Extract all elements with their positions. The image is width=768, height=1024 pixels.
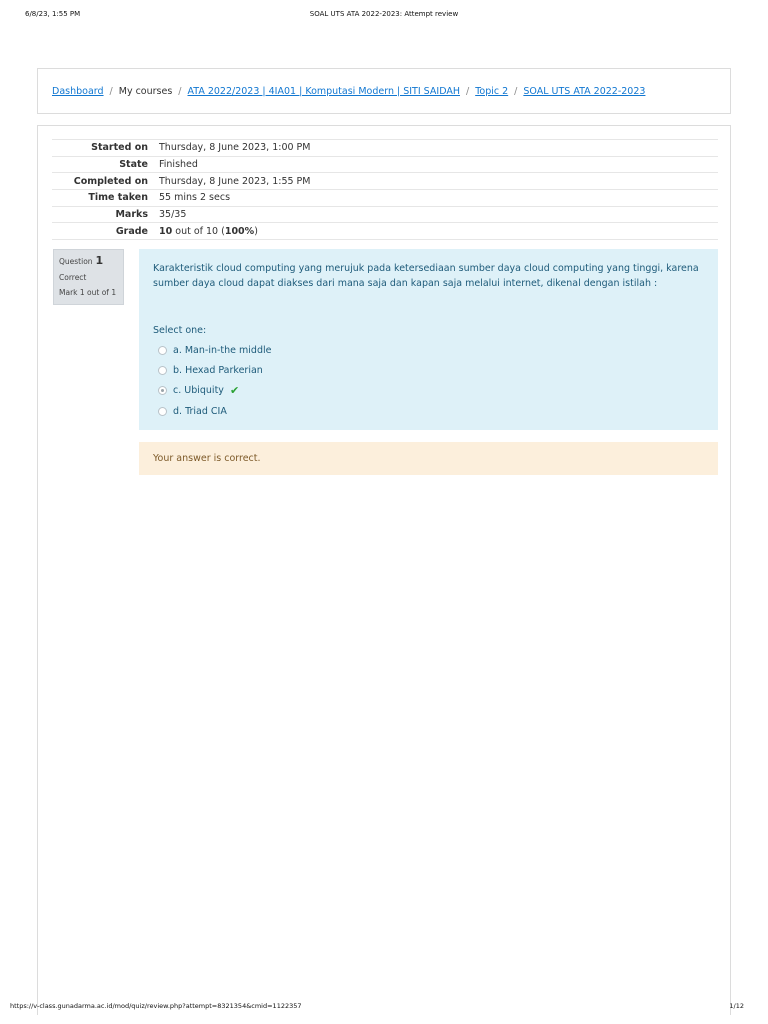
print-url: https://v-class.gunadarma.ac.id/mod/quiz/review.php?attempt=8321354&cmid=1122357 [10,1002,302,1010]
summary-value: Finished [159,159,198,171]
grade-close: ) [254,225,258,237]
answer-option-c[interactable] [153,381,704,401]
summary-label: Marks [115,209,148,221]
breadcrumb-separator: / [514,85,518,97]
summary-row-time-taken [52,190,718,207]
grade-percent: 100% [224,225,255,237]
radio-button[interactable] [158,407,167,416]
summary-value: 55 mins 2 secs [159,192,231,204]
breadcrumb-dashboard-link[interactable]: Dashboard [52,85,104,97]
answer-option-a[interactable] [153,340,704,360]
print-date: 6/8/23, 1:55 PM [25,10,81,18]
breadcrumb-separator: / [465,85,470,97]
question-info-panel [53,249,124,305]
question-mark: Mark 1 out of 1 [59,288,117,297]
question-number [59,254,118,267]
grade-score: 10 [159,225,173,237]
summary-label: Grade [115,225,148,237]
attempt-review-region [37,125,731,1015]
answer-option-label: a. Man-in-the middle [173,344,272,356]
select-one-prompt: Select one: [153,325,207,336]
question-status: Correct [59,273,87,282]
feedback-text: Your answer is correct. [153,453,261,464]
summary-row-state [52,156,718,173]
summary-label: Completed on [73,175,148,187]
radio-button[interactable] [158,366,167,375]
answer-option-label: c. Ubiquity [173,385,224,397]
answer-option-label: b. Hexad Parkerian [173,364,263,376]
summary-row-started-on [52,140,718,157]
summary-row-grade [52,223,718,240]
question-content [139,249,718,430]
question-label: Question [59,257,93,266]
answer-option-d[interactable] [153,401,704,421]
breadcrumb-separator: / [109,85,113,97]
summary-label: Started on [91,142,148,154]
question-text: Karakteristik cloud computing yang merujuk pada ketersediaan sumber daya cloud computing yang tinggi, karena sumber daya cloud dapat diakses dari mana saja dan kapan saja melalui internet, dikenal dengan istilah : [153,263,699,289]
grade-out-of: out of 10 ( [172,225,225,237]
breadcrumb-quiz-link[interactable]: SOAL UTS ATA 2022-2023 [523,85,646,97]
summary-row-marks [52,206,718,223]
summary-label: State [119,159,148,171]
summary-value: Thursday, 8 June 2023, 1:00 PM [159,142,311,154]
breadcrumb-topic-link[interactable]: Topic 2 [475,85,509,97]
radio-button-selected[interactable] [158,386,167,395]
summary-label: Time taken [88,192,148,204]
summary-value: Thursday, 8 June 2023, 1:55 PM [159,175,311,187]
breadcrumb-separator: / [178,85,182,97]
breadcrumb [37,68,731,114]
answer-option-label: d. Triad CIA [173,405,227,417]
breadcrumb-course-link[interactable]: ATA 2022/2023 | 4IA01 | Komputasi Modern | SITI SAIDAH [187,85,460,97]
summary-row-completed-on [52,173,718,190]
print-title: SOAL UTS ATA 2022-2023: Attempt review [309,10,459,18]
correct-check-icon: ✔ [229,384,240,398]
question-number-value: 1 [95,254,104,267]
print-page-number: 1/12 [729,1002,744,1010]
summary-value: 35/35 [159,209,187,221]
attempt-summary-table [52,139,718,240]
grade-value [152,223,718,240]
answer-option-b[interactable] [153,360,704,380]
radio-button[interactable] [158,346,167,355]
breadcrumb-my-courses: My courses [118,85,173,97]
feedback-box [139,442,718,475]
answer-options [153,340,704,421]
